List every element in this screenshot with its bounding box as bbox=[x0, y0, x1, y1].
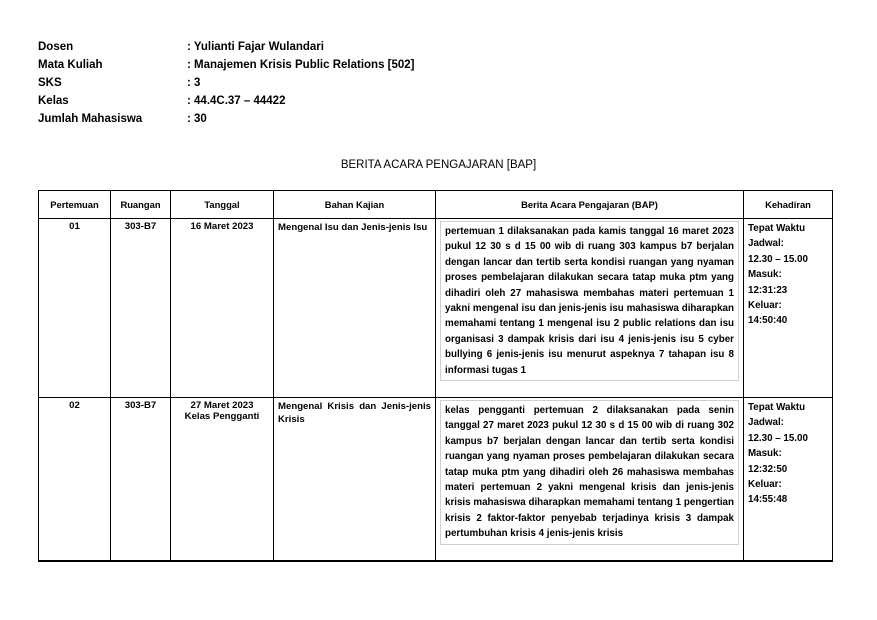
info-value: : 44.4C.37 – 44422 bbox=[187, 95, 286, 107]
cell-tanggal bbox=[171, 398, 274, 562]
cell-pertemuan: 02 bbox=[39, 398, 111, 562]
cell-bap bbox=[436, 219, 744, 398]
bap-text: pertemuan 1 dilaksanakan pada kamis tanggal 16 maret 2023 pukul 12 30 s d 15 00 wib di ruang 303 kampus b7 berjalan dengan lancar dan tertib serta kondisi ruangan yang nyaman proses pembelajaran dilakukan secara tatap muka ptm yang dihadiri oleh 27 mahasiswa membahas materi pertemuan 1 yakni mengenal isu dan jenis-jenis isu mahasiswa diharapkan memahami tentang 1 mengenal isu 2 public relations dan isu organisasi 3 dampak krisis dari isu 4 jenis-jenis isu 5 cyber bullying 6 jenis-jenis isu menurut aspeknya 7 tahapan isu 8 informasi tugas 1 bbox=[440, 221, 739, 381]
cell-kehadiran bbox=[744, 398, 833, 562]
column-header-bap: Berita Acara Pengajaran (BAP) bbox=[436, 191, 744, 219]
kehadiran-masuk-label: Masuk: bbox=[748, 269, 782, 281]
table-row bbox=[39, 398, 833, 562]
kehadiran-masuk-value: 12:31:23 bbox=[748, 284, 788, 296]
kehadiran-jadwal-value: 12.30 – 15.00 bbox=[748, 432, 808, 444]
tanggal-date: 27 Maret 2023 bbox=[190, 400, 254, 411]
kehadiran-masuk-value: 12:32:50 bbox=[748, 463, 788, 475]
kehadiran-keluar-value: 14:50:40 bbox=[748, 315, 788, 327]
table-header-row bbox=[39, 191, 833, 219]
column-header-kehadiran: Kehadiran bbox=[744, 191, 833, 219]
info-label: Mata Kuliah bbox=[38, 59, 103, 71]
column-header-ruangan: Ruangan bbox=[111, 191, 171, 219]
kehadiran-keluar-label: Keluar: bbox=[748, 300, 782, 312]
info-value: : 30 bbox=[187, 113, 207, 125]
tanggal-date: 16 Maret 2023 bbox=[190, 221, 254, 232]
cell-bap bbox=[436, 398, 744, 562]
cell-bahan-kajian: Mengenal Isu dan Jenis-jenis Isu bbox=[274, 219, 436, 398]
cell-ruangan: 303-B7 bbox=[111, 398, 171, 562]
kehadiran-keluar-value: 14:55:48 bbox=[748, 494, 788, 506]
document-title: BERITA ACARA PENGAJARAN [BAP] bbox=[340, 159, 537, 171]
kehadiran-status: Tepat Waktu bbox=[748, 402, 806, 413]
kehadiran-masuk-label: Masuk: bbox=[748, 448, 782, 460]
info-label: Dosen bbox=[38, 41, 74, 53]
kehadiran-status: Tepat Waktu bbox=[748, 223, 806, 234]
column-header-tanggal: Tanggal bbox=[171, 191, 274, 219]
column-header-bahan-kajian: Bahan Kajian bbox=[274, 191, 436, 219]
cell-kehadiran bbox=[744, 219, 833, 398]
cell-tanggal bbox=[171, 219, 274, 398]
kehadiran-keluar-label: Keluar: bbox=[748, 479, 782, 491]
tanggal-note: Kelas Pengganti bbox=[184, 411, 260, 422]
info-value: : 3 bbox=[187, 77, 201, 89]
info-label: Kelas bbox=[38, 95, 69, 107]
kehadiran-jadwal-label: Jadwal: bbox=[748, 417, 784, 429]
kehadiran-jadwal-label: Jadwal: bbox=[748, 238, 784, 250]
bap-text: kelas pengganti pertemuan 2 dilaksanakan pada senin tanggal 27 maret 2023 pukul 12 30 s d 15 00 wib di ruang 302 kampus b7 berjalan dengan lancar dan tertib serta kondisi ruangan yang nyaman proses pembelajaran dilakukan secara tatap muka ptm yang dihadiri oleh 26 mahasiswa membahas materi pertemuan 2 yakni mengenal krisis dan jenis-jenis krisis mahasiswa diharapkan memahami tentang 1 pengertian krisis 2 faktor-faktor penyebab terjadinya krisis 3 dampak pertumbuhan krisis 4 jenis-jenis krisis bbox=[440, 400, 739, 545]
cell-bahan-kajian: Mengenal Krisis dan Jenis-jenis Krisis bbox=[274, 398, 436, 562]
cell-ruangan: 303-B7 bbox=[111, 219, 171, 398]
info-label: SKS bbox=[38, 77, 62, 89]
kehadiran-jadwal-value: 12.30 – 15.00 bbox=[748, 253, 808, 265]
bap-table bbox=[38, 190, 833, 562]
info-value: : Manajemen Krisis Public Relations [502] bbox=[187, 59, 415, 71]
table-row bbox=[39, 219, 833, 398]
cell-pertemuan: 01 bbox=[39, 219, 111, 398]
column-header-pertemuan: Pertemuan bbox=[39, 191, 111, 219]
info-value: : Yulianti Fajar Wulandari bbox=[187, 41, 324, 53]
info-label: Jumlah Mahasiswa bbox=[38, 113, 143, 125]
